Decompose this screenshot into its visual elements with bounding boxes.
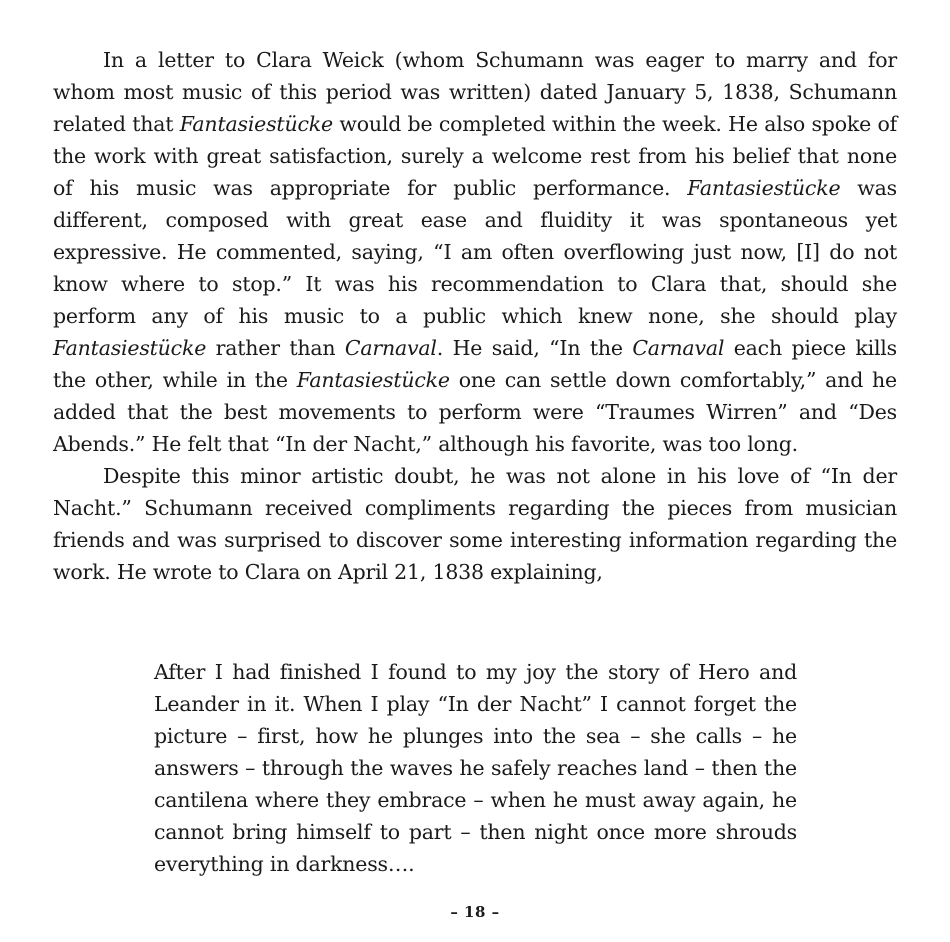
work-title: Fantasiestücke <box>53 336 207 360</box>
work-title: Fantasiestücke <box>296 368 450 392</box>
work-title: Fantasiestücke <box>179 112 333 136</box>
work-title: Carnaval <box>344 336 437 360</box>
paragraph-1-text: . He said, “In the <box>436 336 633 360</box>
work-title: Carnaval <box>632 336 725 360</box>
work-title: Fantasiestücke <box>687 176 841 200</box>
paragraph-2: Despite this minor artistic doubt, he was not alone in his love of “In der Nacht.” Schumann received compliments regarding the pieces from musician friends and was surprised to discover some interesting information regarding the work. He wrote to Clara on April 21, 1838 explaining, <box>53 464 897 584</box>
paragraph-1-text: each piece kills the other, while in the <box>53 336 897 392</box>
paragraph-1-text: In a letter to Clara Weick (whom Schumann was eager to marry and for whom most music of this period was written) dated January 5, 1838, Schumann related that <box>53 48 897 136</box>
paragraph-1-text: was different, composed with great ease and fluidity it was spontaneous yet expressive. He commented, saying, “I am often overflowing just now, [I] do not know where to stop.” It was his recommendation to Clara that, should she perform any of his music to a public which knew none, she should play <box>53 176 897 328</box>
block-quote <box>154 656 797 880</box>
paragraph-1-text: one can settle down comfortably,” and he added that the best movements to perform were “Traumes Wirren” and “Des Abends.” He felt that “In der Nacht,” although his favorite, was too long. <box>53 368 897 456</box>
page-number: – 18 – <box>450 903 500 921</box>
paragraph-1-text: rather than <box>206 336 345 360</box>
body-text <box>53 44 897 588</box>
paragraph-1 <box>53 44 897 460</box>
block-quote-text: After I had finished I found to my joy the story of Hero and Leander in it. When I play “In der Nacht” I cannot forget the picture – first, how he plunges into the sea – she calls – he answers – through the waves he safely reaches land – then the cantilena where they embrace – when he must away again, he cannot bring himself to part – then night once more shrouds everything in darkness…. <box>154 660 797 876</box>
paragraph-1-text: would be completed within the week. He also spoke of the work with great satisfaction, surely a welcome rest from his belief that none of his music was appropriate for public performance. <box>53 112 897 200</box>
